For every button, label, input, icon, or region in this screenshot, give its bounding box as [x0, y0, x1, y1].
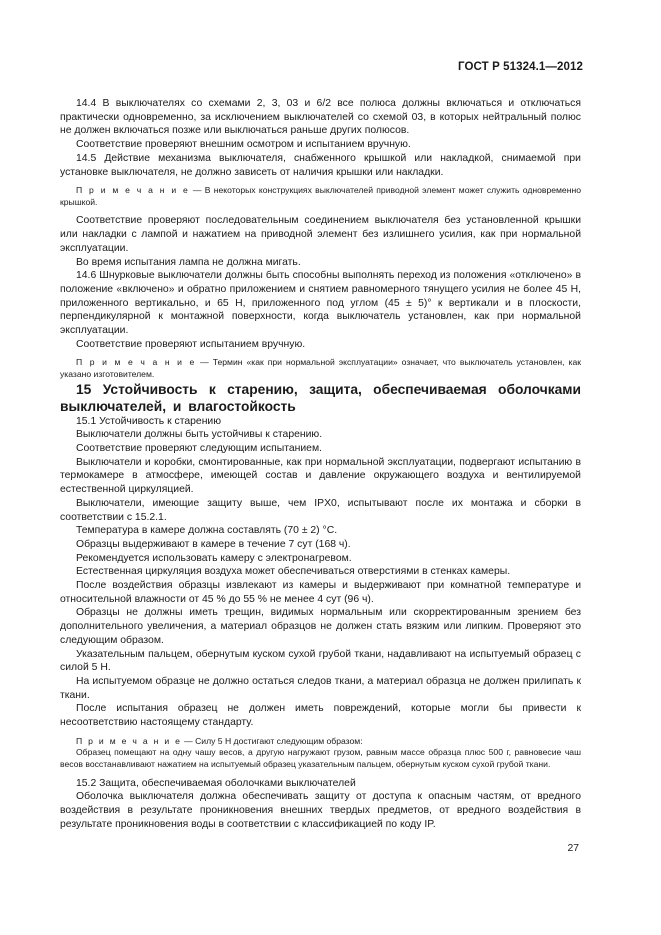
note-1	[60, 185, 581, 208]
document-body	[60, 97, 581, 831]
note-3-text: — Силу 5 Н достигают следующим образом:	[181, 735, 363, 746]
standard-header: ГОСТ Р 51324.1—2012	[458, 61, 583, 73]
clause-14-5-lamp: Во время испытания лампа не должна мигать.	[76, 256, 301, 268]
clause-15-1-a: Выключатели должны быть устойчивы к старению.	[76, 429, 323, 441]
clause-14-4-check: Соответствие проверяют внешним осмотром и испытанием вручную.	[76, 139, 411, 151]
clause-15-1-g: Рекомендуется использовать камеру с электронагревом.	[76, 552, 352, 564]
note-3-label: П р и м е ч а н и е	[76, 735, 182, 746]
clause-15-1-l: На испытуемом образце не должно остаться следов ткани, а материал образца не должен прилипать к ткани.	[60, 675, 581, 701]
clause-15-1-f: Образцы выдерживают в камере в течение 7 сут (168 ч).	[76, 538, 351, 550]
note-2	[60, 357, 581, 380]
note-3	[60, 736, 581, 748]
clause-15-1-d: Выключатели, имеющие защиту выше, чем IPX0, испытывают после их монтажа и сборки в соответствии с 15.2.1.	[60, 497, 581, 523]
clause-15-1-k: Указательным пальцем, обернутым куском сухой грубой ткани, надавливают на испытуемый образец с силой 5 Н.	[60, 648, 581, 674]
section-15-title: 15 Устойчивость к старению, защита, обеспечиваемая оболочками выключателей, и влагостойкость	[60, 381, 581, 414]
note-3-body: Образец помещают на одну чашу весов, а другую нагружают грузом, равным массе образца плюс 500 г, равновесие чаш весов восстанавливают нажатием на испытуемый образец указательным пальцем, обернутым куском сухой грубой ткани.	[60, 747, 581, 769]
clause-15-1-h: Естественная циркуляция воздуха может обеспечиваться отверстиями в стенках камеры.	[76, 566, 511, 578]
clause-15-2-a: Оболочка выключателя должна обеспечивать защиту от доступа к опасным частям, от вредного воздействия в результате проникновения внешних твердых предметов, от вредного воздействия в результате проникновения воды в соответствии с классификацией по коду IP.	[60, 791, 581, 830]
note-2-text: — Термин «как при нормальной эксплуатации» означает, что выключатель установлен, как указано изготовителем.	[60, 357, 581, 380]
note-1-label: П р и м е ч а н и е	[76, 185, 190, 196]
clause-15-1-i: После воздействия образцы извлекают из камеры и выдерживают при комнатной температуре и относительной влажности от 45 % до 55 % не менее 4 сут (96 ч).	[60, 580, 581, 605]
note-2-label: П р и м е ч а н и е	[76, 357, 197, 368]
clause-15-1-b: Соответствие проверяют следующим испытанием.	[76, 443, 322, 455]
clause-15-2-title: 15.2 Защита, обеспечиваемая оболочками выключателей	[76, 777, 356, 789]
page-number: 27	[567, 843, 579, 854]
clause-14-5-check: Соответствие проверяют последовательным соединением выключателя без установленной крышки или накладки с лампой и нажатием на приводной элемент без излишнего усилия, как при нормальной эксплуатации.	[60, 215, 581, 254]
clause-15-1-c: Выключатели и коробки, смонтированные, как при нормальной эксплуатации, подвергают испытанию в термокамере в атмосфере, имеющей состав и давление окружающего воздуха и вентилируемой естественной циркуляцией.	[60, 456, 581, 496]
clause-15-1-e: Температура в камере должна составлять (70 ± 2) °С.	[76, 525, 338, 537]
clause-14-5: 14.5 Действие механизма выключателя, снабженного крышкой или накладкой, снимаемой при установке выключателя, не должно зависеть от наличия крышки или накладки.	[60, 152, 581, 178]
clause-14-6-check: Соответствие проверяют испытанием вручную.	[76, 338, 306, 350]
clause-15-1-title: 15.1 Устойчивость к старению	[76, 415, 222, 427]
note-1-text: — В некоторых конструкциях выключателей приводной элемент может служить одновременно крышкой.	[60, 185, 581, 207]
clause-14-6: 14.6 Шнурковые выключатели должны быть способны выполнять переход из положения «отключено» в положение «включено» и обратно приложением и снятием равномерного тянущего усилия не более 45 Н, приложенного вертикально, и 65 Н, приложенного под углом (45 ± 5)° к вертикали и в плоскости, перпендикулярной к монтажной поверхности, когда выключатель установлен, как при нормальной эксплуатации.	[60, 270, 581, 337]
clause-14-4: 14.4 В выключателях со схемами 2, 3, 03 и 6/2 все полюса должны включаться и отключаться практически одновременно, за исключением выключателей со схемой 03, в которых нейтральный полюс не должен включаться позже или выключаться раньше других полюсов.	[60, 98, 581, 137]
clause-15-1-m: После испытания образец не должен иметь повреждений, которые могли бы привести к несоответствию настоящему стандарту.	[60, 703, 581, 729]
clause-15-1-j: Образцы не должны иметь трещин, видимых нормальным или скорректированным зрением без дополнительного увеличения, а материал образцов не должен стать вязким или липким. Проверяют это следующим образом.	[60, 607, 581, 646]
